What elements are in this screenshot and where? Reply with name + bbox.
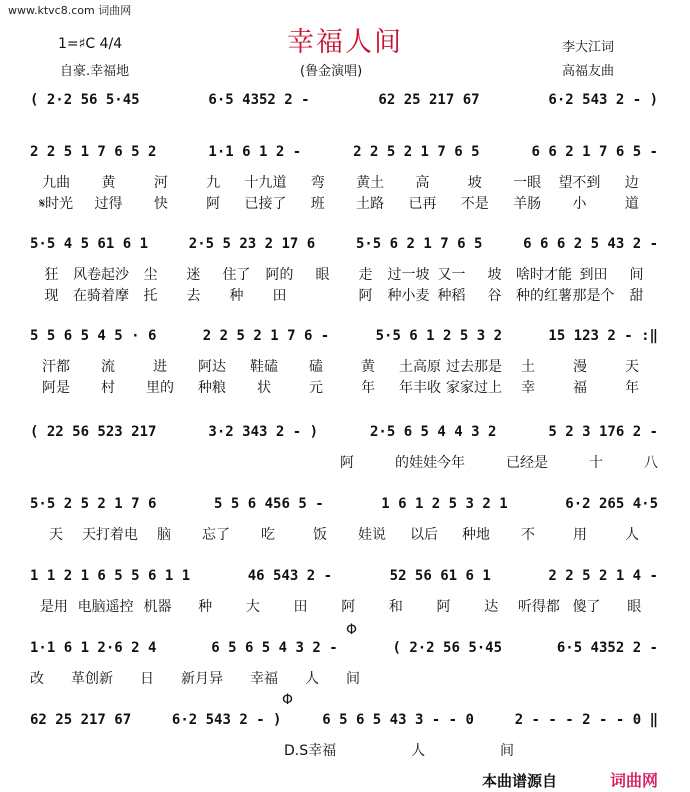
score-row-1 (30, 92, 658, 108)
lyric-word: 饭 (313, 527, 327, 543)
lyric-word: 阿的 (265, 267, 294, 283)
bar: 6 6 2 1 7 6 5 - (531, 144, 658, 160)
lyric-word: 吃 (261, 527, 275, 543)
bar: ( 2·2 56 5·45 (392, 640, 503, 656)
bar: 1·1 6 1 2 - (208, 144, 302, 160)
bar: 5·5 2 5 2 1 7 6 (30, 496, 157, 512)
singer-credit: (鲁金演唱) (300, 64, 363, 79)
lyric-word: 是用 (39, 599, 68, 615)
bar: 1·1 6 1 2·6 2 4 (30, 640, 157, 656)
lyric-word: 改 (30, 671, 44, 687)
lyric-word: 幸福 (250, 671, 278, 687)
bar: ( 22 56 523 217 (30, 424, 157, 440)
lyric-word: 种 (198, 599, 213, 615)
lyric-word: 那是个 (572, 288, 615, 304)
lyric-word: 高 (415, 175, 430, 191)
coda-icon: Φ (346, 622, 358, 638)
lyric-word: 过得 (94, 196, 123, 212)
lyric-word: 谷 (487, 288, 502, 304)
lyric-word: 啥时才能 (516, 267, 572, 283)
lyric-word: 的娃娃今年 (395, 455, 465, 471)
lyric-word: 鞋磕 (250, 359, 278, 375)
bar: 5 5 6 456 5 - (214, 496, 324, 512)
lyric-word: 班 (310, 196, 325, 212)
lyric-word: 漫 (573, 359, 587, 375)
lyric-word: 达 (484, 599, 499, 615)
lyric-word: 已接了 (244, 196, 287, 212)
bar: 46 543 2 - (247, 568, 333, 584)
bar: 6 6 6 2 5 43 2 - (523, 236, 658, 252)
bar: 6·2 543 2 - ) (548, 92, 658, 108)
bar: 5 2 3 176 2 - (548, 424, 658, 440)
lyric-word: 人 (411, 743, 426, 759)
bar: 62 25 217 67 (378, 92, 480, 108)
lyric-word: 听得都 (517, 599, 560, 615)
lyric-word: 大 (245, 599, 260, 615)
lyric-word: 日 (140, 671, 154, 687)
lyric-word: 八 (644, 455, 658, 471)
lyric-line-1 (30, 172, 658, 192)
lyric-word: 阿 (206, 196, 221, 212)
lyric-word: 到田 (579, 267, 608, 283)
bar: 2·5 6 5 4 4 3 2 (369, 424, 497, 440)
lyric-word: 坡 (467, 175, 482, 191)
lyric-word: 边 (624, 175, 639, 191)
lyric-word: 黄土 (356, 175, 385, 191)
lyric-word: 又一 (437, 267, 466, 283)
lyric-word: D.S幸福 (284, 743, 337, 759)
bar: 2 2 5 2 1 7 6 5 (353, 144, 480, 160)
lyric-word: 人 (625, 527, 639, 543)
lyric-line-1 (30, 668, 360, 688)
lyric-word: 里的 (146, 380, 174, 396)
bar: ( 2·2 56 5·45 (30, 92, 140, 108)
site-url[interactable]: www.ktvc8.com 词曲网 (8, 4, 132, 17)
song-title: 幸福人间 (287, 27, 403, 58)
lyric-word: 天 (625, 359, 639, 375)
lyric-line-1 (30, 356, 658, 376)
bar: 2 2 5 2 1 4 - (548, 568, 658, 584)
lyric-line-2 (30, 285, 658, 305)
lyric-word: 不 (521, 527, 535, 543)
bar: 1 1 2 1 6 5 5 6 1 1 (30, 568, 191, 584)
lyric-word: 托 (143, 288, 158, 304)
lyric-word: 土 (521, 359, 535, 375)
lyric-word: 去 (186, 288, 201, 304)
lyric-word: 阿是 (42, 380, 70, 396)
lyric-word: 已经是 (506, 455, 548, 471)
lyric-word: 年丰收 (399, 380, 441, 396)
lyric-word: 机器 (143, 599, 172, 615)
lyric-word: 元 (309, 380, 323, 396)
lyric-word: 弯 (310, 175, 325, 191)
bar: 2 2 5 2 1 7 6 - (202, 328, 330, 344)
bar: 6·5 4352 2 - (556, 640, 658, 656)
lyric-word: 坡 (487, 267, 502, 283)
lyric-word: 走 (358, 267, 373, 283)
bar: 3·2 343 2 - ) (208, 424, 318, 440)
lyric-word: 种小麦 (387, 288, 430, 304)
score-row-3 (30, 236, 658, 252)
lyric-word: 阿 (436, 599, 451, 615)
lyric-word: 种地 (462, 527, 490, 543)
bar: 5·5 4 5 61 6 1 (30, 236, 149, 252)
lyric-word: 尘 (143, 267, 158, 283)
lyric-word: 种稻 (437, 288, 466, 304)
lyric-word: 间 (346, 671, 360, 687)
bar: 6·5 4352 2 - (208, 92, 310, 108)
lyric-word: 𝄋时光 (39, 196, 74, 212)
lyric-word: 电脑遥控 (77, 599, 134, 615)
lyric-word: 河 (153, 175, 168, 191)
lyric-word: 村 (101, 380, 115, 396)
bar: 2 2 5 1 7 6 5 2 (30, 144, 157, 160)
lyric-line-1 (30, 596, 658, 616)
bar: 1 6 1 2 5 3 2 1 (381, 496, 508, 512)
key-signature: 1=♯C 4/4 (58, 36, 123, 52)
lyric-word: 十 (589, 455, 603, 471)
lyric-word: 阿 (341, 599, 356, 615)
bar: 6 5 6 5 43 3 - - 0 (322, 712, 474, 728)
bar: 2 - - - 2 - - 0 ‖ (514, 712, 658, 728)
lyric-word: 九曲 (42, 175, 71, 191)
lyric-word: 九 (206, 175, 221, 191)
lyric-word: 羊肠 (513, 196, 542, 212)
lyric-word: 种的红薯 (516, 288, 572, 304)
bar: 52 56 61 6 1 (389, 568, 491, 584)
lyric-line-2 (30, 377, 658, 397)
lyric-word: 间 (500, 743, 514, 759)
score-row-5 (30, 424, 658, 440)
lyric-word: 一眼 (513, 175, 542, 191)
lyric-word: 甜 (629, 288, 644, 304)
lyric-word: 革创新 (71, 671, 113, 687)
lyric-word: 土高原 (399, 359, 441, 375)
score-row-6 (30, 496, 658, 512)
bar: 6 5 6 5 4 3 2 - (211, 640, 338, 656)
lyric-word: 阿达 (198, 359, 226, 375)
performance-direction: 自豪.幸福地 (60, 64, 130, 79)
lyric-word: 进 (153, 359, 167, 375)
lyricist-credit: 李大江词 (562, 40, 615, 55)
lyric-word: 种粮 (198, 380, 226, 396)
composer-credit: 高福友曲 (562, 64, 615, 79)
lyric-line-1 (30, 264, 658, 284)
lyric-word: 十九道 (244, 175, 287, 191)
lyric-word: 幸 (521, 380, 535, 396)
lyric-word: 小 (572, 196, 587, 212)
lyric-word: 人 (305, 671, 319, 687)
lyric-word: 天 (49, 527, 63, 543)
lyric-word: 狂 (44, 267, 59, 283)
lyric-word: 过去那是 (446, 359, 502, 375)
lyric-word: 以后 (410, 527, 438, 543)
score-row-8 (30, 640, 658, 656)
lyric-word: 田 (272, 288, 287, 304)
lyric-word: 和 (388, 599, 403, 615)
score-row-9 (30, 712, 658, 728)
score-row-4 (30, 328, 658, 344)
lyric-word: 眼 (315, 267, 330, 283)
lyric-word: 田 (293, 599, 308, 615)
lyric-word: 天打着电 (82, 527, 138, 543)
lyric-word: 状 (257, 380, 271, 396)
bar: 2·5 5 23 2 17 6 (188, 236, 316, 252)
lyric-word: 傻了 (572, 599, 601, 615)
lyric-word: 新月异 (181, 671, 223, 687)
lyric-word: 间 (629, 267, 644, 283)
lyric-word: 风卷起沙 (73, 267, 129, 283)
lyric-word: 用 (573, 527, 587, 543)
lyric-word: 黄 (361, 359, 375, 375)
lyric-word: 在骑着摩 (73, 288, 129, 304)
lyric-line-1 (30, 524, 658, 544)
lyric-word: 眼 (627, 599, 642, 615)
lyric-word: 年 (625, 380, 639, 396)
lyric-word: 年 (361, 380, 375, 396)
lyric-word: 快 (153, 196, 168, 212)
lyric-line-1 (340, 452, 658, 472)
lyric-word: 现 (44, 288, 59, 304)
lyric-line-1 (284, 740, 514, 760)
bar: 5·5 6 2 1 7 6 5 (355, 236, 483, 252)
lyric-line-2 (30, 193, 658, 213)
lyric-word: 磕 (309, 359, 323, 375)
lyric-word: 种 (229, 288, 244, 304)
lyric-word: 福 (573, 380, 587, 396)
bar: 15 123 2 - :‖ (548, 328, 658, 344)
lyric-word: 住了 (222, 267, 251, 283)
lyric-word: 脑 (157, 527, 171, 543)
lyric-word: 阿 (340, 455, 354, 471)
lyric-word: 家家过上 (446, 380, 502, 396)
score-row-2 (30, 144, 658, 160)
bar: 62 25 217 67 (30, 712, 132, 728)
footer-source: 本曲谱源自 (482, 772, 558, 790)
lyric-word (301, 285, 344, 305)
bar: 6·2 543 2 - ) (171, 712, 282, 728)
lyric-word: 过一坡 (387, 267, 430, 283)
footer-brand-logo[interactable]: 词曲网 (610, 771, 659, 790)
lyric-word: 不是 (460, 196, 489, 212)
lyric-word: 黄 (101, 175, 116, 191)
bar: 5 5 6 5 4 5 · 6 (30, 328, 157, 344)
lyric-word: 阿 (358, 288, 373, 304)
bar: 6·2 265 4·5 (565, 496, 658, 512)
score-row-7 (30, 568, 658, 584)
bar: 5·5 6 1 2 5 3 2 (375, 328, 503, 344)
lyric-word: 娃说 (358, 527, 386, 543)
lyric-word: 土路 (356, 196, 385, 212)
lyric-word: 已再 (408, 196, 437, 212)
lyric-word: 道 (624, 196, 639, 212)
coda-icon: Φ (282, 692, 294, 708)
lyric-word: 迷 (186, 267, 201, 283)
lyric-word: 流 (101, 359, 115, 375)
lyric-word: 望不到 (558, 175, 601, 191)
lyric-word: 汗都 (42, 359, 70, 375)
lyric-word: 忘了 (202, 527, 230, 543)
